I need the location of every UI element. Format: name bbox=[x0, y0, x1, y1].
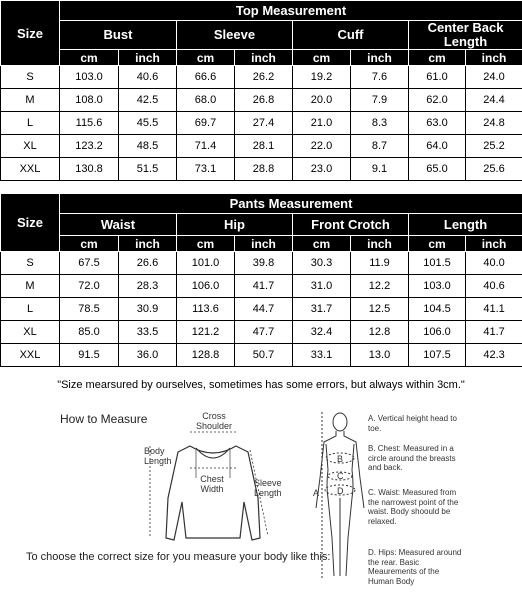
choose-size-instruction: To choose the correct size for you measure your body like this: bbox=[26, 551, 331, 563]
pants-measurement-table bbox=[0, 193, 522, 367]
table-cell: 7.9 bbox=[351, 89, 409, 112]
figure-letter-b: B bbox=[337, 454, 344, 464]
table-cell: 48.5 bbox=[119, 135, 177, 158]
unit-header: inch bbox=[351, 50, 409, 66]
unit-header: inch bbox=[119, 236, 177, 252]
table-cell: 63.0 bbox=[409, 112, 466, 135]
table-row bbox=[1, 135, 522, 158]
table-cell: 101.0 bbox=[177, 252, 235, 275]
unit-header: cm bbox=[60, 50, 119, 66]
table-cell: 123.2 bbox=[60, 135, 119, 158]
unit-header: inch bbox=[119, 50, 177, 66]
table-cell: 61.0 bbox=[409, 66, 466, 89]
table-cell: 28.3 bbox=[119, 275, 177, 298]
table-cell: 106.0 bbox=[409, 321, 466, 344]
table-cell: 25.2 bbox=[466, 135, 522, 158]
table-cell: 8.3 bbox=[351, 112, 409, 135]
unit-header: inch bbox=[466, 50, 522, 66]
column-group-header: Sleeve bbox=[177, 21, 293, 50]
table-cell: 13.0 bbox=[351, 344, 409, 367]
size-cell: XXL bbox=[1, 158, 60, 181]
table-cell: 12.8 bbox=[351, 321, 409, 344]
column-group-header: Bust bbox=[60, 21, 177, 50]
table-cell: 12.2 bbox=[351, 275, 409, 298]
table-cell: 7.6 bbox=[351, 66, 409, 89]
table-cell: 30.3 bbox=[293, 252, 351, 275]
table-cell: 20.0 bbox=[293, 89, 351, 112]
table-cell: 69.7 bbox=[177, 112, 235, 135]
how-to-measure-title: How to Measure bbox=[60, 412, 148, 426]
figure-letter-c: C bbox=[337, 471, 344, 481]
unit-header: cm bbox=[60, 236, 119, 252]
table-cell: 67.5 bbox=[60, 252, 119, 275]
size-cell: S bbox=[1, 66, 60, 89]
table-cell: 104.5 bbox=[409, 298, 466, 321]
table-cell: 42.3 bbox=[466, 344, 522, 367]
column-group-header: Front Crotch bbox=[293, 214, 409, 236]
legend-item: B. Chest: Measured in a circle around the breasts and back. bbox=[368, 444, 456, 472]
table-cell: 103.0 bbox=[409, 275, 466, 298]
table-cell: 21.0 bbox=[293, 112, 351, 135]
cross-shoulder-label: Cross Shoulder bbox=[195, 411, 233, 431]
table-cell: 39.8 bbox=[235, 252, 293, 275]
table-cell: 113.6 bbox=[177, 298, 235, 321]
size-cell: XXL bbox=[1, 344, 60, 367]
table-row bbox=[1, 321, 522, 344]
how-to-measure-diagram bbox=[0, 398, 522, 594]
figure-letter-d: D bbox=[337, 486, 344, 496]
table-cell: 9.1 bbox=[351, 158, 409, 181]
table-cell: 65.0 bbox=[409, 158, 466, 181]
table-cell: 121.2 bbox=[177, 321, 235, 344]
size-cell: L bbox=[1, 298, 60, 321]
table-cell: 101.5 bbox=[409, 252, 466, 275]
unit-header: cm bbox=[409, 50, 466, 66]
table-cell: 44.7 bbox=[235, 298, 293, 321]
legend-item: D. Hips: Measured around the rear. Basic Meaurements of the Human Body bbox=[368, 548, 462, 586]
unit-header: cm bbox=[177, 236, 235, 252]
table-row bbox=[1, 158, 522, 181]
size-cell: L bbox=[1, 112, 60, 135]
unit-header: cm bbox=[409, 236, 466, 252]
unit-header: inch bbox=[466, 236, 522, 252]
table-title: Pants Measurement bbox=[60, 194, 522, 214]
table-cell: 33.5 bbox=[119, 321, 177, 344]
column-group-header: Waist bbox=[60, 214, 177, 236]
legend-item: C. Waist: Measured from the narrowest point of the waist. Body shoould be relaxed. bbox=[368, 488, 459, 526]
table-cell: 8.7 bbox=[351, 135, 409, 158]
table-cell: 25.6 bbox=[466, 158, 522, 181]
table-cell: 130.8 bbox=[60, 158, 119, 181]
table-cell: 19.2 bbox=[293, 66, 351, 89]
table-cell: 26.8 bbox=[235, 89, 293, 112]
legend-item: A. Vertical height head to toe. bbox=[368, 414, 457, 433]
table-cell: 33.1 bbox=[293, 344, 351, 367]
table-cell: 41.1 bbox=[466, 298, 522, 321]
size-cell: S bbox=[1, 252, 60, 275]
table-cell: 72.0 bbox=[60, 275, 119, 298]
chest-width-label: Chest Width bbox=[200, 474, 224, 494]
table-cell: 50.7 bbox=[235, 344, 293, 367]
table-cell: 62.0 bbox=[409, 89, 466, 112]
table-row bbox=[1, 112, 522, 135]
unit-header: inch bbox=[351, 236, 409, 252]
size-cell: M bbox=[1, 89, 60, 112]
table-cell: 71.4 bbox=[177, 135, 235, 158]
table-cell: 31.0 bbox=[293, 275, 351, 298]
top-measurement-table bbox=[0, 0, 522, 181]
table-cell: 27.4 bbox=[235, 112, 293, 135]
column-group-header: Center Back Length bbox=[409, 21, 522, 50]
table-cell: 73.1 bbox=[177, 158, 235, 181]
table-cell: 128.8 bbox=[177, 344, 235, 367]
table-cell: 41.7 bbox=[466, 321, 522, 344]
table-cell: 40.6 bbox=[466, 275, 522, 298]
size-header: Size bbox=[1, 1, 60, 66]
table-cell: 11.9 bbox=[351, 252, 409, 275]
table-cell: 32.4 bbox=[293, 321, 351, 344]
unit-header: cm bbox=[177, 50, 235, 66]
table-cell: 85.0 bbox=[60, 321, 119, 344]
table-cell: 51.5 bbox=[119, 158, 177, 181]
table-cell: 103.0 bbox=[60, 66, 119, 89]
table-cell: 68.0 bbox=[177, 89, 235, 112]
table-cell: 78.5 bbox=[60, 298, 119, 321]
sleeve-length-label: Sleeve Length bbox=[254, 478, 282, 498]
table-cell: 22.0 bbox=[293, 135, 351, 158]
table-cell: 47.7 bbox=[235, 321, 293, 344]
size-cell: XL bbox=[1, 321, 60, 344]
table-title: Top Measurement bbox=[60, 1, 522, 21]
table-cell: 31.7 bbox=[293, 298, 351, 321]
table-cell: 28.8 bbox=[235, 158, 293, 181]
table-cell: 26.2 bbox=[235, 66, 293, 89]
column-group-header: Length bbox=[409, 214, 522, 236]
table-cell: 115.6 bbox=[60, 112, 119, 135]
table-cell: 24.0 bbox=[466, 66, 522, 89]
table-row bbox=[1, 275, 522, 298]
table-cell: 26.6 bbox=[119, 252, 177, 275]
size-cell: M bbox=[1, 275, 60, 298]
table-cell: 30.9 bbox=[119, 298, 177, 321]
table-cell: 64.0 bbox=[409, 135, 466, 158]
unit-header: inch bbox=[235, 50, 293, 66]
table-cell: 24.8 bbox=[466, 112, 522, 135]
table-row bbox=[1, 344, 522, 367]
table-cell: 36.0 bbox=[119, 344, 177, 367]
table-cell: 23.0 bbox=[293, 158, 351, 181]
table-row bbox=[1, 298, 522, 321]
measurement-note: "Size mearsured by ourselves, sometimes has some errors, but always within 3cm." bbox=[57, 379, 465, 391]
table-cell: 106.0 bbox=[177, 275, 235, 298]
unit-header: inch bbox=[235, 236, 293, 252]
figure-letter-a: A bbox=[313, 488, 320, 498]
column-group-header: Cuff bbox=[293, 21, 409, 50]
table-row bbox=[1, 66, 522, 89]
body-length-label: Body Length bbox=[144, 446, 172, 466]
table-cell: 66.6 bbox=[177, 66, 235, 89]
table-cell: 40.6 bbox=[119, 66, 177, 89]
table-cell: 28.1 bbox=[235, 135, 293, 158]
size-cell: XL bbox=[1, 135, 60, 158]
unit-header: cm bbox=[293, 50, 351, 66]
unit-header: cm bbox=[293, 236, 351, 252]
table-cell: 108.0 bbox=[60, 89, 119, 112]
table-cell: 12.5 bbox=[351, 298, 409, 321]
table-cell: 45.5 bbox=[119, 112, 177, 135]
table-cell: 40.0 bbox=[466, 252, 522, 275]
table-cell: 91.5 bbox=[60, 344, 119, 367]
table-cell: 42.5 bbox=[119, 89, 177, 112]
table-cell: 107.5 bbox=[409, 344, 466, 367]
table-row bbox=[1, 252, 522, 275]
table-cell: 41.7 bbox=[235, 275, 293, 298]
column-group-header: Hip bbox=[177, 214, 293, 236]
table-cell: 24.4 bbox=[466, 89, 522, 112]
table-row bbox=[1, 89, 522, 112]
size-header: Size bbox=[1, 194, 60, 252]
